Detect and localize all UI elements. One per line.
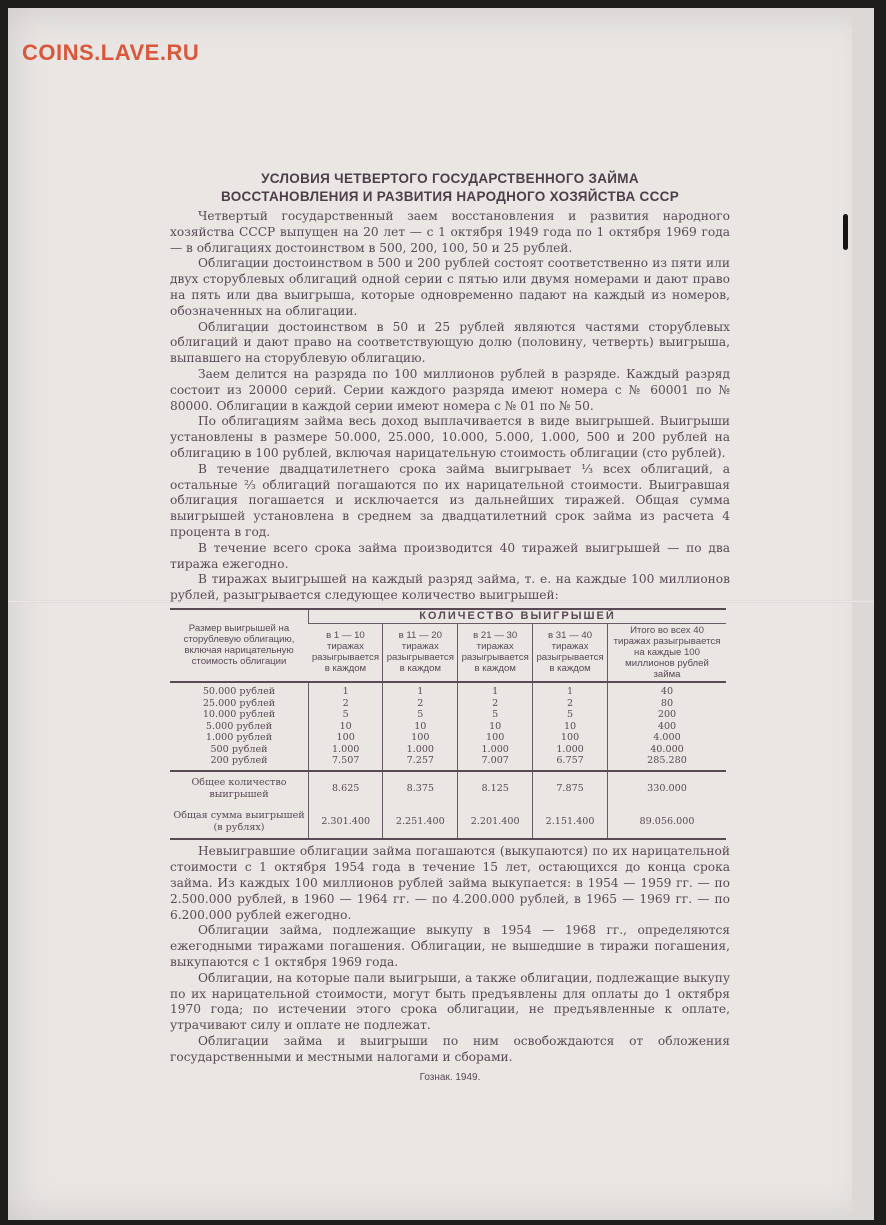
paragraph: В течение двадцатилетнего срока займа выигрывает ⅓ всех облигаций, а остальные ⅔ облигаций погашаются по их нарицательной стоимости. Выигравшая облигация погашается и исключается из дальнейших тиражей. Общая сумма выигрышей установлена в среднем за двадцатилетний срок займа из расчета 4 процента в год. bbox=[170, 461, 730, 539]
cell-value: 6.757 bbox=[556, 755, 584, 767]
cell-value: 2 bbox=[567, 697, 574, 709]
title-line-1: УСЛОВИЯ ЧЕТВЕРТОГО ГОСУДАРСТВЕННОГО ЗАЙМА bbox=[261, 171, 639, 186]
paragraph: Четвертый государственный заем восстановления и развития народного хозяйства СССР выпущен на 20 лет — с 1 октября 1949 года по 1 октября 1969 года — в облигациях достоинством в 500, 200, 100, 50 и 25 рублей. bbox=[170, 209, 730, 255]
prize-amount: 25.000 рублей bbox=[202, 697, 276, 709]
cell-value: 2.201.400 bbox=[458, 805, 533, 839]
cell-value: 7.257 bbox=[406, 755, 435, 767]
ink-mark bbox=[843, 214, 848, 250]
paragraph: Облигации займа и выигрыши по ним освобождаются от обложения государственными и местными налогами и сборами. bbox=[170, 1034, 730, 1064]
cell-value: 40.000 bbox=[650, 743, 684, 755]
document-content bbox=[170, 170, 730, 1083]
printer-imprint: Гознак. 1949. bbox=[419, 1071, 481, 1083]
cell-value: 2 bbox=[417, 697, 424, 709]
prize-amount: 10.000 рублей bbox=[202, 709, 276, 721]
cell-value: 100 bbox=[336, 732, 355, 744]
cell-value: 10 bbox=[339, 720, 352, 732]
cell-value: 7.507 bbox=[331, 755, 360, 767]
prize-amount: 500 рублей bbox=[210, 743, 268, 755]
header-col-draws-21-30: в 21 — 30 тиражах разыгрывается в каждом bbox=[458, 623, 533, 682]
total-sum-label: Общая сумма выигрышей (в рублях) bbox=[173, 810, 305, 833]
title-line-2: ВОССТАНОВЛЕНИЯ И РАЗВИТИЯ НАРОДНОГО ХОЗЯЙСТВА СССР bbox=[220, 189, 679, 204]
cell-value: 1 bbox=[492, 685, 499, 697]
cell-value: 5 bbox=[342, 709, 349, 721]
cell-value: 4.000 bbox=[653, 732, 681, 744]
cell-value: 5 bbox=[417, 709, 424, 721]
paragraph: По облигациям займа весь доход выплачивается в виде выигрышей. Выигрыши установлены в размере 50.000, 25.000, 10.000, 5.000, 1.000, 500 и 200 рублей на облигацию в 100 рублей, включая нарицательную стоимость облигации (сто рублей). bbox=[170, 414, 730, 460]
header-col-draws-31-40: в 31 — 40 тиражах разыгрывается в каждом bbox=[533, 623, 608, 682]
cell-value: 1.000 bbox=[331, 743, 360, 755]
cell-value: 7.875 bbox=[533, 771, 608, 805]
cell-value: 8.375 bbox=[383, 771, 458, 805]
header-prize-size: Размер выигрышей на сторублевую облигацию, включая нарицательную стоимость облигации bbox=[183, 623, 295, 668]
cell-value: 40 bbox=[660, 685, 674, 697]
cell-value: 2.301.400 bbox=[309, 805, 383, 839]
table-row-total-sum bbox=[170, 805, 726, 839]
cell-value: 1.000 bbox=[406, 743, 435, 755]
cell-value: 8.125 bbox=[458, 771, 533, 805]
sheet-right-edge bbox=[852, 8, 874, 1220]
header-col-total: Итого во всех 40 тиражах разыгрывается на каждые 100 миллионов рублей займа bbox=[608, 623, 727, 682]
cell-value: 1 bbox=[417, 685, 424, 697]
cell-value: 80 bbox=[660, 697, 674, 709]
cell-value: 400 bbox=[657, 720, 677, 732]
paragraph: Облигации достоинством в 50 и 25 рублей являются частями сторублевых облигаций и дают право на соответствующую долю (половину, четверть) выигрыша, выпавшего на сторублевую облигацию. bbox=[170, 319, 730, 366]
cell-value: 1 bbox=[342, 685, 349, 697]
cell-value: 100 bbox=[560, 732, 580, 744]
table-row-total-count bbox=[170, 771, 726, 805]
cell-value: 5 bbox=[492, 709, 499, 721]
watermark-text: COINS.LAVE.RU bbox=[22, 40, 200, 65]
paragraph: В тиражах выигрышей на каждый разряд займа, т. е. на каждые 100 миллионов рублей, разыгрывается следующее количество выигрышей: bbox=[170, 572, 730, 603]
cell-value: 1 bbox=[567, 685, 574, 697]
paragraph: В течение всего срока займа производится 40 тиражей выигрышей — по два тиража ежегодно. bbox=[170, 540, 730, 571]
winnings-table bbox=[170, 608, 726, 841]
cell-value: 8.625 bbox=[309, 771, 383, 805]
prize-amount: 200 рублей bbox=[210, 755, 268, 767]
prize-amount: 1.000 рублей bbox=[205, 732, 273, 744]
cell-value: 1.000 bbox=[556, 743, 584, 755]
cell-value: 2 bbox=[492, 697, 499, 709]
cell-value: 10 bbox=[563, 720, 577, 732]
cell-value: 10 bbox=[489, 720, 502, 732]
cell-value: 5 bbox=[567, 709, 574, 721]
cell-value: 100 bbox=[486, 732, 505, 744]
prize-amount: 50.000 рублей bbox=[202, 685, 276, 697]
cell-value: 2 bbox=[342, 697, 349, 709]
header-col-draws-11-20: в 11 — 20 тиражах разыгрывается в каждом bbox=[383, 623, 458, 682]
paragraph: Облигации достоинством в 500 и 200 рублей состоят соответственно из пяти или двух сторублевых облигаций одной серии с пятью или двумя номерами и дают право на пять или два выигрыша, которые одновременно падают на каждый из номеров, обозначенных на облигации. bbox=[170, 256, 730, 318]
cell-value: 285.280 bbox=[647, 755, 687, 767]
document-title bbox=[170, 170, 730, 206]
cell-value: 2.151.400 bbox=[533, 805, 608, 839]
paragraph: Облигации займа, подлежащие выкупу в 1954 — 1968 гг., определяются ежегодными тиражами погашения. Облигации, не вышедшие в тиражи погашения, выкупаются с 1 октября 1969 года. bbox=[170, 923, 730, 970]
cell-value: 1.000 bbox=[481, 743, 509, 755]
paragraph: Облигации, на которые пали выигрыши, а также облигации, подлежащие выкупу по их нарицательной стоимости, могут быть предъявлены для оплаты до 1 октября 1970 года; по истечении этого срока облигации, не предъявленные к оплате, утрачивают силу и оплате не подлежат. bbox=[170, 970, 730, 1033]
total-count-label: Общее количество выигрышей bbox=[170, 771, 309, 805]
paragraph: Заем делится на разряда по 100 миллионов рублей в разряде. Каждый разряд состоит из 20000 серий. Серии каждого разряда имеют номера с № 60001 по № 80000. Облигации в каждой серии имеют номера с № 01 по № 50. bbox=[170, 366, 730, 413]
header-winnings-count: КОЛИЧЕСТВО ВЫИГРЫШЕЙ bbox=[309, 609, 727, 624]
table-row bbox=[170, 682, 726, 771]
cell-value: 89.056.000 bbox=[608, 805, 727, 839]
paragraph: Невыигравшие облигации займа погашаются (выкупаются) по их нарицательной стоимости с 1 октября 1954 года в течение 15 лет, остающихся до конца срока займа. Из каждых 100 миллионов рублей займа выкупается: в 1954 — 1959 гг. — по 2.500.000 рублей, в 1960 — 1964 гг. — по 4.200.000 рублей, в 1965 — 1969 гг. — по 6.200.000 рублей ежегодно. bbox=[170, 844, 730, 922]
cell-value: 10 bbox=[414, 720, 427, 732]
cell-value: 100 bbox=[411, 732, 430, 744]
prize-amount: 5.000 рублей bbox=[205, 720, 273, 732]
cell-value: 7.007 bbox=[481, 755, 509, 767]
header-col-draws-1-10: в 1 — 10 тиражах разыгрывается в каждом bbox=[309, 623, 383, 682]
cell-value: 330.000 bbox=[608, 771, 727, 805]
cell-value: 2.251.400 bbox=[383, 805, 458, 839]
cell-value: 200 bbox=[657, 709, 677, 721]
